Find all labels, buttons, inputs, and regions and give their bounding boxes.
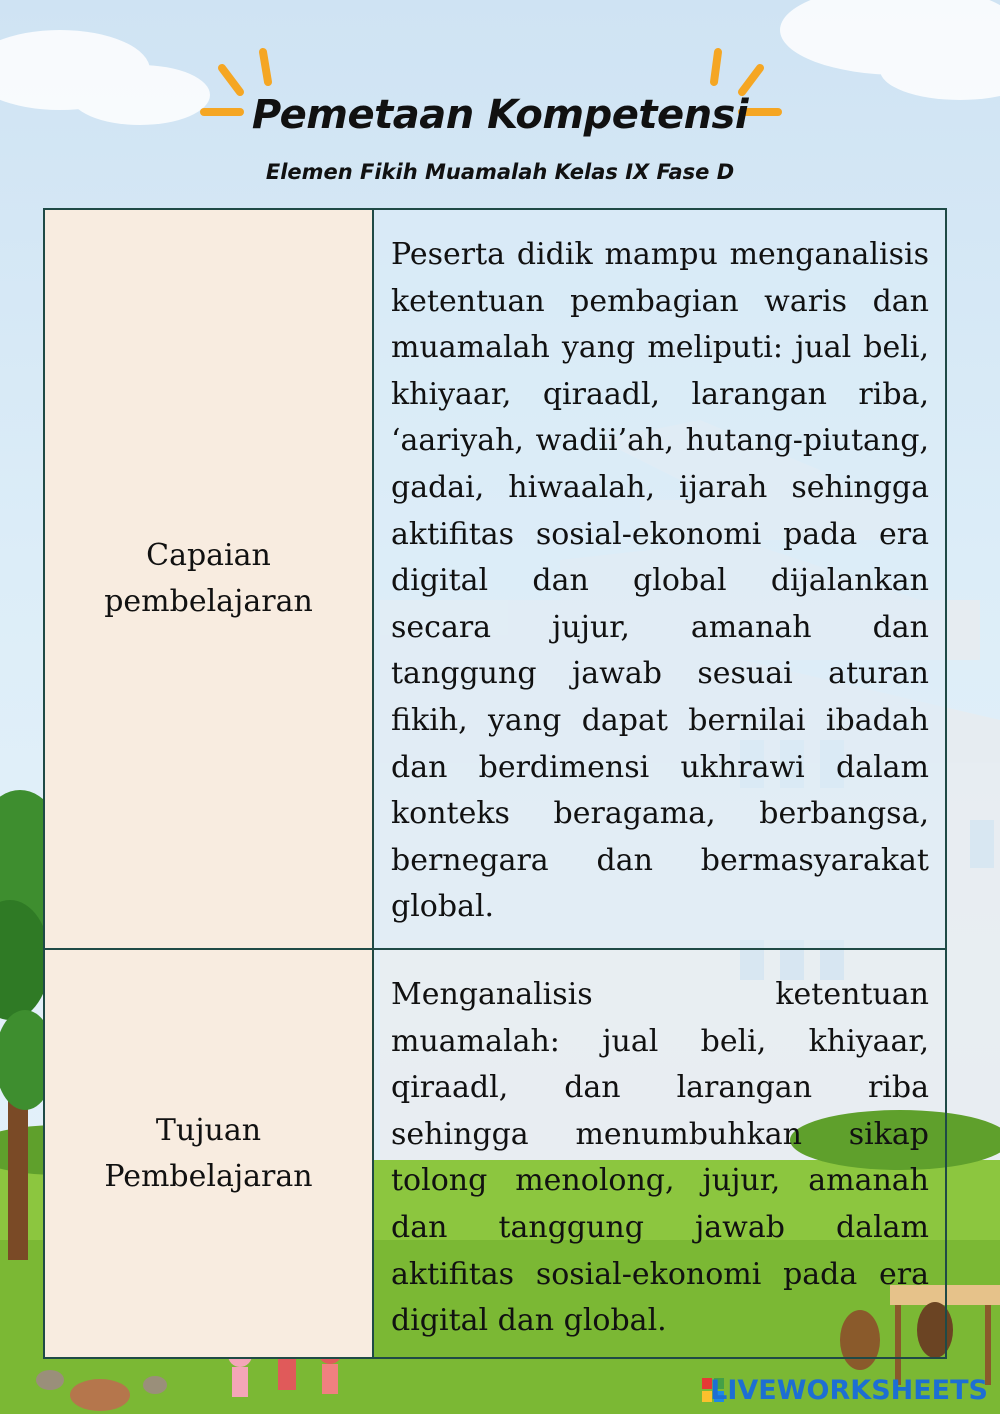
page-title: Pemetaan Kompetensi <box>251 92 749 138</box>
row-content-capaian: Peserta didik mampu menganalisis ketentuan pembagian waris dan muamalah yang meliputi: jual beli, khiyaar, qiraadl, larangan riba, ‘aariyah, wadii’ah, hutang-piutang, gadai, hiwaalah, ijarah sehingga aktifitas sosial-ekonomi pada era digital dan global dijalankan secara jujur, amanah dan tanggung jawab sesuai aturan fikih, yang dapat bernilai ibadah dan berdimensi ukhrawi dalam konteks beragama, berbangsa, bernegara dan bermasyarakat global. <box>374 210 945 948</box>
row-label-text: Tujuan Pembelajaran <box>104 1112 313 1194</box>
page-subtitle: Elemen Fikih Muamalah Kelas IX Fase D <box>265 160 735 184</box>
row-label-capaian <box>45 210 374 948</box>
competency-table <box>43 208 947 1359</box>
row-content-tujuan: Menganalisis ketentuan muamalah: jual beli, khiyaar, qiraadl, dan larangan riba sehingga menumbuhkan sikap tolong menolong, jujur, amanah dan tanggung jawab dalam aktifitas sosial-ekonomi pada era digital dan global. <box>391 977 929 1339</box>
row-label-text: Capaian pembelajaran <box>104 538 313 619</box>
row-label-tujuan <box>45 950 374 1357</box>
liveworksheets-logo[interactable]: LIVEWORKSHEETS <box>710 1375 988 1406</box>
